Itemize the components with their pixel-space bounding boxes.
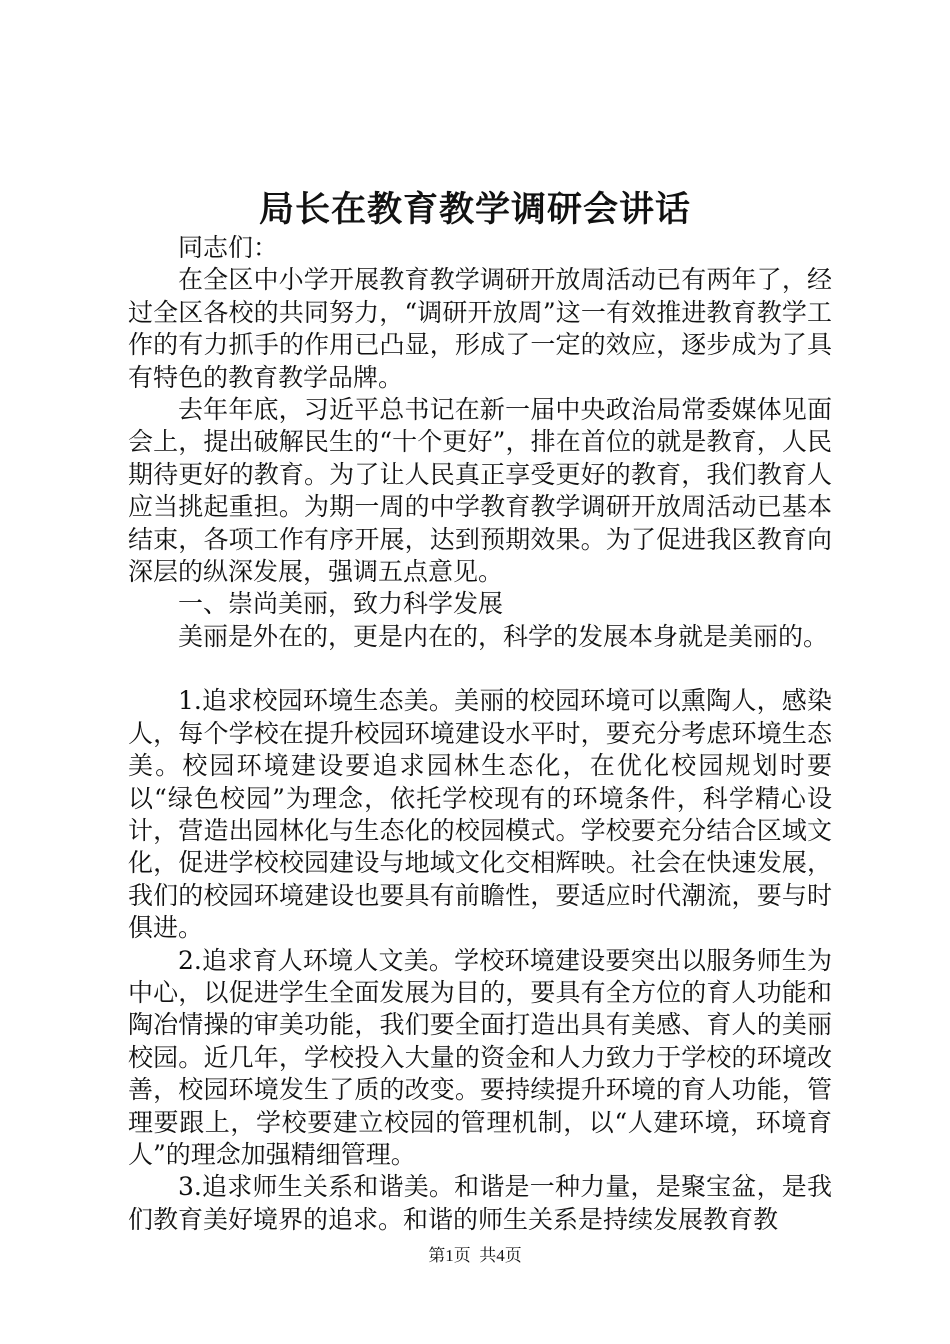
page-footer (0, 1244, 950, 1268)
paragraph: 在全区中小学开展教育教学调研开放周活动已有两年了，经过全区各校的共同努力，“调研开放周”这一有效推进教育教学工作的有力抓手的作用已凸显，形成了一定的效应，逐步成为了具有特色的教育教学品牌。 (128, 265, 832, 392)
page-number: 第1页 (428, 1246, 471, 1265)
paragraph: 去年年底，习近平总书记在新一届中央政治局常委媒体见面会上，提出破解民生的“十个更好”，排在首位的就是教育，人民期待更好的教育。为了让人民真正享受更好的教育，我们教育人应当挑起重担。为期一周的中学教育教学调研开放周活动已基本结束，各项工作有序开展，达到预期效果。为了促进我区教育向深层的纵深发展，强调五点意见。 (128, 395, 832, 587)
document-title: 局长在教育教学调研会讲话 (258, 189, 691, 230)
document-body (128, 232, 832, 1236)
list-item: 3.追求师生关系和谐美。和谐是一种力量，是聚宝盆，是我们教育美好境界的追求。和谐的师生关系是持续发展教育教 (128, 1172, 832, 1234)
list-item: 1.追求校园环境生态美。美丽的校园环境可以熏陶人，感染人，每个学校在提升校园环境建设水平时，要充分考虑环境生态美。校园环境建设要追求园林生态化，在优化校园规划时要以“绿色校园”为理念，依托学校现有的环境条件，科学精心设计，营造出园林化与生态化的校园模式。学校要充分结合区域文化，促进学校校园建设与地域文化交相辉映。社会在快速发展，我们的校园环境建设也要具有前瞻性，要适应时代潮流，要与时俱进。 (128, 686, 832, 943)
paragraph: 美丽是外在的，更是内在的，科学的发展本身就是美丽的。 (178, 621, 829, 651)
list-item: 2.追求育人环境人文美。学校环境建设要突出以服务师生为中心，以促进学生全面发展为目的，要具有全方位的育人功能和陶冶情操的审美功能，我们要全面打造出具有美感、育人的美丽校园。近几年，学校投入大量的资金和人力致力于学校的环境改善，校园环境发生了质的改变。要持续提升环境的育人功能，管理要跟上，学校要建立校园的管理机制，以“人建环境，环境育人”的理念加强精细管理。 (128, 945, 832, 1169)
section-heading: 一、崇尚美丽，致力科学发展 (178, 589, 504, 619)
page-total: 共4页 (479, 1246, 522, 1265)
salutation: 同志们： (178, 233, 279, 262)
footer-separator (471, 1246, 480, 1265)
